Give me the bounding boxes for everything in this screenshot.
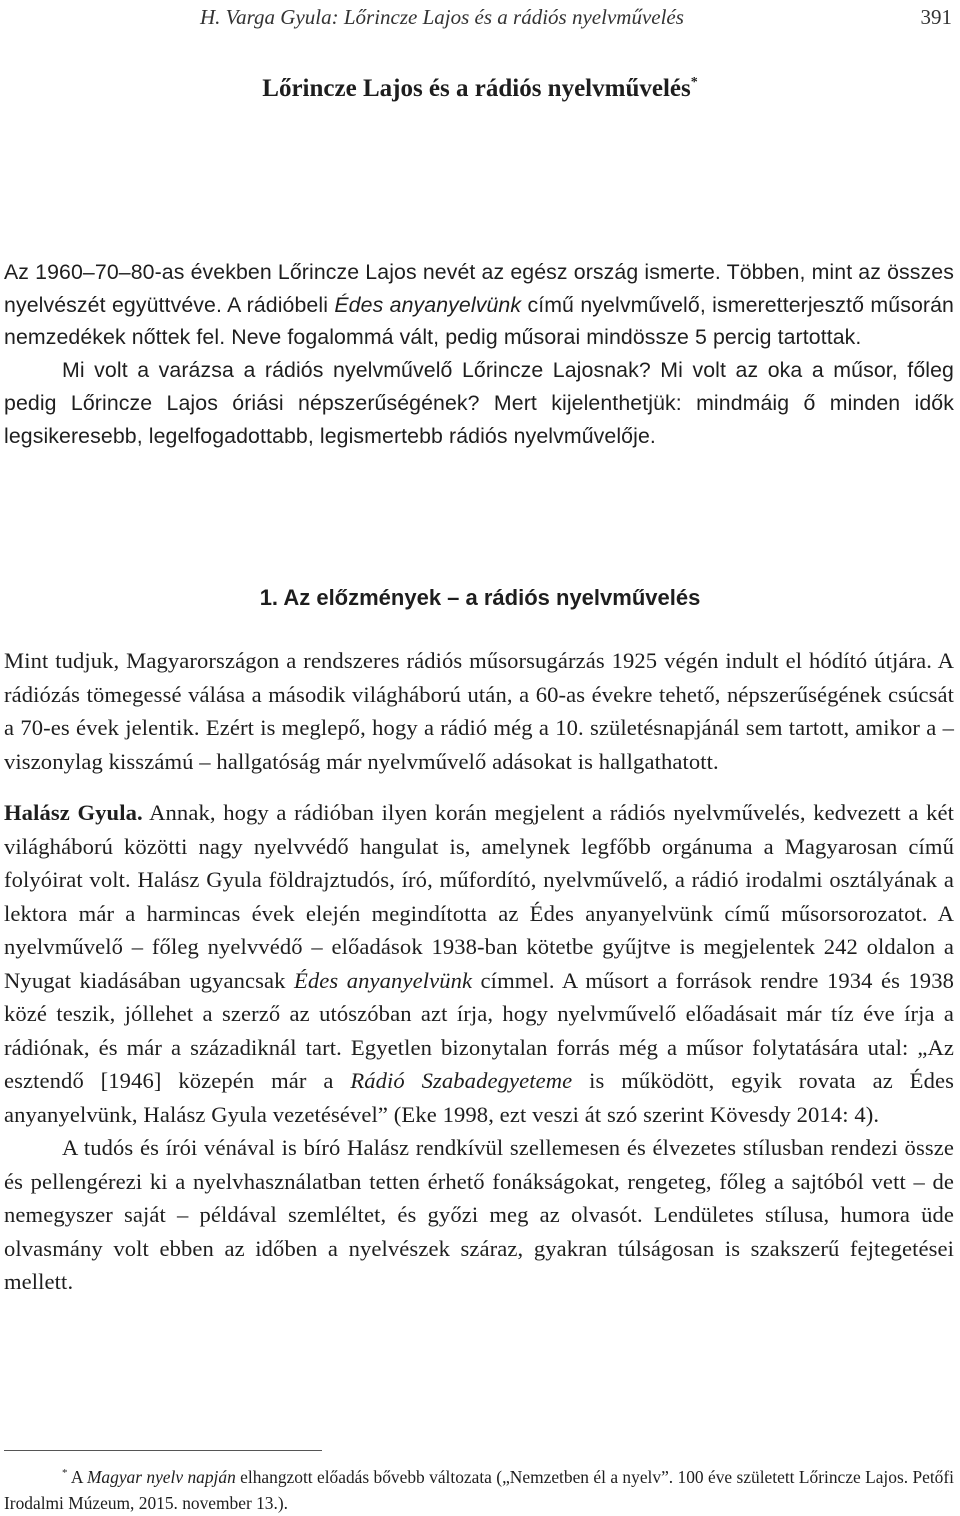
- running-head: [200, 2, 952, 32]
- abstract-paragraph-2: Mi volt a varázsa a rádiós nyelvművelő Lőrincze Lajosnak? Mi volt az oka a műsor, főleg pedig Lőrincze Lajos óriási népszerűségének? Mert kijelenthetjük: mindmáig ő minden idők legsikeresebb, legelfogadottabb, legismertebb rádiós nyelvművelője.: [4, 358, 954, 448]
- section-paragraph-1: Mint tudjuk, Magyarországon a rendszeres rádiós műsorsugárzás 1925 végén indult el hódító útjára. A rádiózás tömegessé válása a második világháború után, a 60-as évekre tehető, népszerűségének csúcsát a 70-es évek jelentik. Ezért is meglepő, hogy a rádió még a 10. születésnapjánál sem tartott, amikor a – viszonylag kisszámú – hallgatóság már nyelvművelő adásokat is hallgathatott.: [4, 648, 954, 774]
- section-body: [4, 644, 954, 1299]
- page-number: 391: [920, 5, 952, 29]
- abstract-p1-text-b: című nyelvművelő, ismeretterjesztő műsorán nemzedékek nőttek fel. Neve fogalommá vált, pedig műsorai mindössze 5 percig tartottak.: [4, 292, 954, 350]
- footnote-italic: Magyar nyelv napján: [86, 1467, 236, 1487]
- footnote-rule: [4, 1450, 322, 1451]
- section-p2-text-c: is működött, egyik rovata az Édes anyanyelvünk, Halász Gyula vezetésével” (Eke 1998, ezt veszi át szó szerint Kövesdy 2014: 4).: [4, 1068, 954, 1127]
- section-paragraph-2: [4, 796, 954, 1131]
- footnote-marker: *: [62, 1467, 68, 1479]
- article-title-text: Lőrincze Lajos és a rádiós nyelvművelés: [262, 75, 691, 102]
- abstract-p1-italic: Édes anyanyelvünk: [334, 292, 522, 317]
- section-paragraph-3: A tudós és írói vénával is bíró Halász rendkívül szellemesen és élvezetes stílusban rendezi össze és pellengérezi ki a nyelvhasználatban tetten érhető fonákságokat, rengeteg, főleg a sajtóból vett – de nemegyszer saját – példával szemléltet, és győzi meg az olvasót. Lendületes stílusa, humora üde olvasmány volt ebben az időben a nyelvészek száraz, gyakran túlságosan is szakszerű fejtegetései mellett.: [4, 1135, 954, 1294]
- footnote: [4, 1460, 954, 1516]
- article-title: [0, 66, 960, 106]
- section-p2-text-b: címmel. A műsort a források rendre 1934 és 1938 közé teszik, jóllehet a szerző az utószóban azt írja, hogy nyelvművelő előadásait már tíz éve írja a rádiónak, és már a századiknál tart. Egyetlen bizonytalan forrás még a műsor folytatására utal: „Az esztendő [1946] közepén már a: [4, 967, 954, 1093]
- abstract-p1-text-a: Az 1960–70–80-as években Lőrincze Lajos nevét az egész ország ismerte. Többen, mint az összes nyelvészét együttvéve. A rádióbeli: [4, 260, 954, 317]
- section-p2-text-a: Annak, hogy a rádióban ilyen korán megjelent a rádiós nyelvművelés, kedvezett a két világháború közötti nagy nyelvvédő hangulat is, amelynek legfőbb orgánuma a Magyarosan című folyóirat volt. Halász Gyula földrajztudós, író, műfordító, nyelvművelő, a rádió irodalmi osztályának a lektora már a harmincas évek elején megindította az Édes anyanyelvünk című műsorsorozatot. A nyelvművelő – főleg nyelvvédő – előadások 1938-ban kötetbe gyűjtve is megjelentek 242 oldalon a Nyugat kiadásában ugyancsak: [4, 800, 954, 993]
- footnote-text-b: elhangzott előadás bővebb változata („Nemzetben él a nyelv”. 100 éve született Lőrincze Lajos. Petőfi Irodalmi Múzeum, 2015. november 13.).: [4, 1467, 954, 1513]
- run-in-heading: Halász Gyula.: [4, 800, 143, 825]
- footnote-text-a: A: [67, 1467, 87, 1487]
- abstract: [4, 256, 954, 452]
- section-p2-italic-2: Rádió Szabadegyeteme: [350, 1068, 573, 1093]
- abstract-paragraph-1: [4, 256, 954, 354]
- section-p2-italic-1: Édes anyanyelvünk: [294, 967, 473, 993]
- section-heading: 1. Az előzmények – a rádiós nyelvművelés: [259, 585, 701, 610]
- title-footnote-marker: *: [690, 75, 698, 90]
- running-head-title: H. Varga Gyula: Lőrincze Lajos és a rádiós nyelvművelés: [200, 5, 684, 29]
